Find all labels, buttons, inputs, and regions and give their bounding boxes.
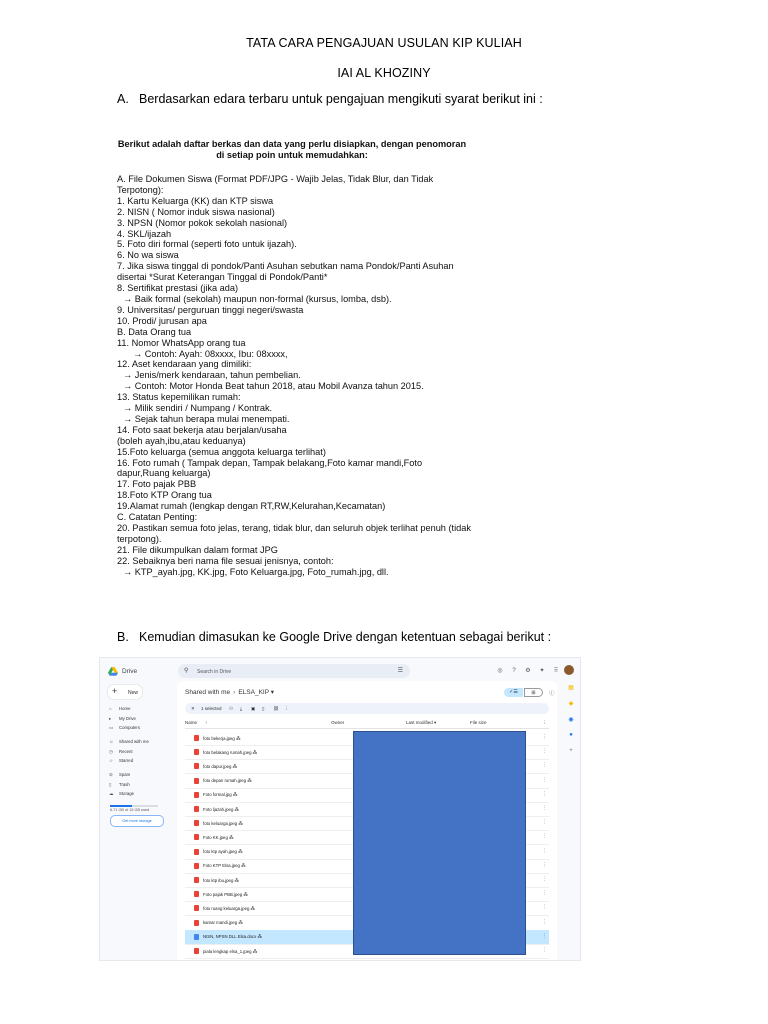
search-input[interactable]: Search in Drive: [197, 668, 232, 675]
keep-icon[interactable]: ◆: [568, 701, 574, 707]
more-options-icon[interactable]: ⋮: [542, 833, 547, 840]
section-b-letter: B.: [117, 630, 129, 644]
requirement-line: → Contoh: Ayah: 08xxxx, Ibu: 08xxxx,: [133, 348, 288, 359]
requirement-line: (boleh ayah,ibu,atau keduanya): [117, 435, 246, 446]
new-button-label: New: [128, 690, 139, 696]
plus-icon: +: [112, 686, 118, 696]
add-icon[interactable]: +: [569, 748, 573, 754]
image-file-icon: [194, 763, 199, 769]
more-options-icon[interactable]: ⋮: [542, 918, 547, 925]
requirement-line: C. Catatan Penting:: [117, 512, 198, 523]
column-options-icon[interactable]: ⋮: [542, 720, 547, 725]
more-options-icon[interactable]: ⋮: [542, 776, 547, 783]
requirement-line: 6. No wa siswa: [117, 250, 179, 261]
more-options-icon[interactable]: ⋮: [542, 790, 547, 797]
image-file-icon: [194, 806, 199, 812]
requirement-line: → Baik formal (sekolah) maupun non-formal (kursus, lomba, dsb).: [123, 293, 392, 304]
file-name: piala lengkap elsa_1.jpeg ⁂: [203, 948, 257, 954]
home-icon: ⌂: [109, 706, 112, 711]
more-options-icon[interactable]: ⋮: [542, 932, 547, 939]
nav-label: Shared with me: [119, 739, 149, 744]
doc-subtitle: IAI AL KHOZINY: [337, 66, 431, 80]
image-file-icon: [194, 920, 199, 926]
top-icons: [493, 667, 563, 674]
section-b: [117, 630, 551, 644]
requirements-heading: [117, 139, 467, 161]
requirement-line: 17. Foto pajak PBB: [117, 479, 197, 490]
requirement-line: 8. Sertifikat prestasi (jika ada): [117, 283, 239, 294]
image-file-icon: [194, 749, 199, 755]
requirement-line: 2. NISN ( Nomor induk siswa nasional): [117, 206, 275, 217]
file-name: foto depan rumah.jpeg ⁂: [203, 778, 252, 784]
drive-search-bar[interactable]: [178, 664, 410, 678]
calendar-icon[interactable]: ▦: [568, 685, 574, 691]
breadcrumb-root[interactable]: Shared with me: [185, 689, 231, 696]
spam-icon: ⊘: [109, 772, 113, 777]
requirement-line: 16. Foto rumah ( Tampak depan, Tampak belakang,Foto kamar mandi,Foto: [117, 457, 423, 468]
requirement-line: 10. Prodi/ jurusan apa: [117, 315, 207, 326]
more-options-icon[interactable]: ⋮: [542, 904, 547, 911]
info-icon[interactable]: ⓘ: [549, 691, 555, 697]
nav-recent[interactable]: [109, 749, 133, 755]
column-size[interactable]: File size: [470, 720, 487, 725]
more-options-icon[interactable]: ⋮: [542, 847, 547, 854]
storage-fill: [110, 805, 132, 807]
file-name: foto dapur.jpeg ⁂: [203, 763, 237, 769]
requirement-line: 5. Foto diri formal (seperti foto untuk ijazah).: [117, 239, 297, 250]
get-storage-button[interactable]: Get more storage: [110, 815, 164, 827]
gemini-icon[interactable]: ✦: [539, 668, 545, 674]
section-b-text: Kemudian dimasukan ke Google Drive dengan ketentuan sebagai berikut :: [139, 630, 552, 644]
nav-spam[interactable]: [109, 772, 130, 778]
requirement-line: 21. File dikumpulkan dalam format JPG: [117, 544, 278, 555]
drive-logo-icon: [108, 667, 118, 676]
nav-label: Recent: [119, 749, 133, 754]
section-a-text: Berdasarkan edara terbaru untuk pengajuan mengikuti syarat berikut ini :: [139, 92, 543, 106]
search-icon[interactable]: ⚲: [184, 668, 189, 674]
more-options-icon[interactable]: ⋮: [542, 805, 547, 811]
requirement-line: → Contoh: Motor Honda Beat tahun 2018, atau Mobil Avanza tahun 2015.: [123, 381, 424, 392]
nav-label: Starred: [119, 758, 134, 763]
more-icon[interactable]: ⋮: [284, 706, 289, 711]
section-a: [117, 92, 543, 106]
nav-label: Spam: [119, 772, 131, 777]
section-a-letter: A.: [117, 92, 129, 106]
column-name[interactable]: Name: [185, 720, 198, 725]
file-name: foto ktp ibu.jpeg ⁂: [203, 877, 239, 883]
new-button[interactable]: [108, 685, 142, 699]
more-options-icon[interactable]: ⋮: [542, 890, 547, 897]
requirement-line: 13. Status kepemilikan rumah:: [117, 392, 241, 403]
file-name: Foto formal.jpg ⁂: [203, 792, 238, 798]
nav-computers[interactable]: [109, 725, 140, 731]
more-options-icon[interactable]: ⋮: [542, 947, 547, 953]
requirement-line: → Milik sendiri / Numpang / Kontrak.: [123, 403, 273, 414]
trash-icon[interactable]: ▯: [262, 706, 265, 711]
trash-icon: ▯: [109, 782, 112, 787]
doc-title: TATA CARA PENGAJUAN USULAN KIP KULIAH: [246, 36, 522, 50]
more-options-icon[interactable]: ⋮: [542, 748, 547, 755]
requirements-heading-line2: di setiap poin untuk memudahkan:: [216, 150, 368, 160]
nav-label: My Drive: [119, 716, 136, 721]
requirement-line: → Jenis/merk kendaraan, tahun pembelian.: [123, 370, 301, 381]
column-modified[interactable]: Last modified ▾: [406, 720, 437, 725]
nav-my-drive[interactable]: [109, 716, 136, 722]
people-icon: ☺: [109, 739, 114, 744]
storage-bar: [110, 805, 158, 807]
requirement-line: 3. NPSN (Nomor pokok sekolah nasional): [117, 217, 288, 228]
requirement-line: disertai *Surat Keterangan Tinggal di Pondok/Panti*: [117, 272, 328, 283]
requirement-line: 11. Nomor WhatsApp orang tua: [117, 337, 246, 348]
requirement-line: B. Data Orang tua: [117, 326, 192, 337]
image-file-icon: [194, 778, 199, 784]
clock-icon: ◷: [109, 749, 113, 754]
nav-trash[interactable]: [109, 782, 130, 788]
requirement-line: 7. Jika siswa tinggal di pondok/Panti Asuhan sebutkan nama Pondok/Panti Asuhan: [117, 261, 454, 272]
breadcrumb-folder[interactable]: ELSA_KIP ▾: [238, 689, 275, 696]
apps-grid-icon[interactable]: ⠿: [553, 668, 559, 674]
requirement-line: → Sejak tahun berapa mulai menempati.: [123, 413, 290, 424]
column-owner[interactable]: Owner: [331, 720, 345, 725]
requirement-line: terpotong).: [117, 533, 162, 544]
selection-bar: [185, 703, 549, 714]
download-icon[interactable]: ⤓: [240, 706, 242, 711]
contacts-icon[interactable]: ●: [569, 732, 573, 738]
settings-icon[interactable]: ⚙: [525, 668, 531, 674]
close-icon[interactable]: ✕: [191, 706, 195, 711]
requirement-line: 15.Foto keluarga (semua anggota keluarga terlihat): [117, 446, 326, 457]
file-name: foto ktp ayah.jpeg ⁂: [203, 849, 243, 855]
redaction-box: [353, 731, 526, 955]
requirements-list: [117, 139, 471, 578]
list-view-icon[interactable]: ✓☰: [504, 688, 523, 697]
image-file-icon: [194, 820, 199, 826]
drive-screenshot: [99, 657, 581, 961]
requirement-line: 14. Foto saat bekerja atau berjalan/usaha: [117, 424, 287, 435]
requirements-heading-line1: Berikut adalah daftar berkas dan data yang perlu disiapkan, dengan penomoran: [117, 139, 467, 149]
star-icon: ☆: [109, 758, 113, 763]
breadcrumb-separator: ›: [233, 689, 236, 696]
file-name: Foto ljazah.jpeg ⁂: [203, 806, 239, 812]
file-name: foto keluarga.jpeg ⁂: [203, 820, 243, 826]
file-name: foto belakang rumah.jpeg ⁂: [203, 749, 257, 755]
file-name: foto bekerja.jpeg ⁂: [203, 735, 241, 741]
selected-count: 1 selected: [201, 706, 222, 711]
image-file-icon: [194, 877, 199, 883]
side-rail: [565, 684, 577, 764]
nav-starred[interactable]: [109, 758, 133, 764]
image-file-icon: [194, 735, 199, 741]
requirement-line: 19.Alamat rumah (lengkap dengan RT,RW,Kelurahan,Kecamatan): [117, 501, 386, 512]
image-file-icon: [194, 905, 199, 911]
more-options-icon[interactable]: ⋮: [542, 861, 547, 868]
computer-icon: ▭: [109, 725, 114, 730]
table-header: [185, 719, 549, 729]
link-icon[interactable]: ⛓: [273, 706, 279, 711]
file-name: Foto KK.jpeg ⁂: [203, 834, 234, 840]
nav-label: Computers: [119, 725, 141, 730]
requirement-line: 18.Foto KTP Orang tua: [117, 490, 212, 501]
image-file-icon: [194, 948, 199, 954]
requirement-line: 9. Universitas/ perguruan tinggi negeri/swasta: [117, 304, 304, 315]
tasks-icon[interactable]: ◉: [568, 717, 574, 723]
nav-label: Storage: [119, 791, 135, 796]
filter-icon[interactable]: ☰: [397, 668, 403, 674]
file-name: kamar mandi.jpeg ⁂: [203, 920, 243, 926]
requirement-line: 12. Aset kendaraan yang dimiliki:: [117, 359, 252, 370]
more-options-icon[interactable]: ⋮: [542, 819, 547, 826]
help-icon[interactable]: ?: [512, 668, 516, 674]
share-icon[interactable]: ⚇: [229, 706, 234, 711]
grid-view-icon[interactable]: ⊞: [524, 688, 543, 697]
more-options-icon[interactable]: ⋮: [542, 734, 547, 740]
requirement-line: Terpotong):: [117, 184, 164, 195]
move-icon[interactable]: ▣: [251, 706, 256, 711]
image-file-icon: [194, 834, 199, 840]
requirement-line: → KTP_ayah.jpg, KK.jpg, Foto Keluarga.jpg, Foto_rumah.jpg, dll.: [123, 566, 389, 577]
more-options-icon[interactable]: ⋮: [542, 876, 547, 882]
requirement-line: 4. SKL/ijazah: [117, 228, 172, 239]
drive-app-name: Drive: [122, 668, 138, 675]
nav-label: Trash: [119, 782, 130, 787]
offline-icon[interactable]: ◎: [497, 668, 503, 674]
doc-file-icon: [194, 934, 199, 940]
more-options-icon[interactable]: ⋮: [542, 762, 547, 769]
nav-shared[interactable]: [109, 739, 149, 744]
requirement-line: 20. Pastikan semua foto jelas, terang, tidak blur, dan seluruh objek terlihat penuh (tidak: [117, 523, 471, 533]
requirement-line: 22. Sebaiknya beri nama file sesuai jenisnya, contoh:: [117, 555, 334, 566]
cloud-icon: ☁: [109, 791, 114, 796]
breadcrumb: [185, 688, 274, 696]
file-name: Foto pajak PBB.jpeg ⁂: [203, 891, 248, 897]
nav-home[interactable]: [109, 706, 130, 711]
storage-text: 6.71 GB of 15 GB used: [110, 808, 150, 812]
file-name: foto ruang keluarga.jpeg ⁂: [203, 905, 255, 911]
nav-label: Home: [119, 706, 131, 711]
image-file-icon: [194, 863, 199, 869]
file-name: Foto KTP Elsa.jpeg ⁂: [203, 863, 246, 869]
image-file-icon: [194, 849, 199, 855]
requirement-line: A. File Dokumen Siswa (Format PDF/JPG - Wajib Jelas, Tidak Blur, dan Tidak: [117, 174, 434, 184]
file-name: NISN, NPSN DLL Elsa.docx ⁂: [203, 934, 262, 940]
avatar[interactable]: [564, 665, 574, 675]
view-toggle: [504, 688, 544, 697]
image-file-icon: [194, 792, 199, 798]
requirements-lines: [117, 174, 471, 578]
nav-storage[interactable]: [109, 791, 134, 797]
sort-arrow-icon[interactable]: ↑: [205, 720, 208, 725]
requirement-line: 1. Kartu Keluarga (KK) dan KTP siswa: [117, 195, 274, 206]
drive-icon: ▸: [109, 716, 112, 721]
requirement-line: dapur,Ruang keluarga): [117, 468, 211, 479]
image-file-icon: [194, 891, 199, 897]
